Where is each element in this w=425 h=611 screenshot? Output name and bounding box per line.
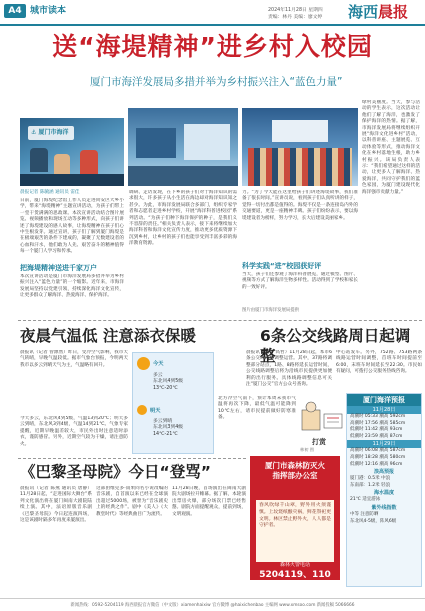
section-divider [18,320,422,321]
ad-phone-block [250,562,340,581]
lead-subhead: 厦门市海洋发展局多措并举为乡村振兴注入“蓝色力量” [90,76,343,88]
ad-title-line1: 厦门市森林防灭火 [265,461,325,470]
section-divider-2 [18,458,246,459]
tide-line: 东北风4-5级，阵风6级 [350,518,397,524]
sun-cloud-icon [137,405,147,415]
uv-subtitle: 紫外线指数 [371,504,397,511]
anchor-icon: ⚓ [31,129,37,136]
lead-body-col4: 绿村美丽度。当天，参与活动的学生表示，这次活动让他们了解了海洋，也激发了保护海洋的热情。据了解，市海洋发展局将继续组织开展“海洋文化进乡村”活动，以科普讲座、主题展览、互动体验等形式，推动海洋文化在乡村落地生根，助力乡村振兴。该局负责人表示：“我们希望通过这样的活动，让更多人了解海洋、热爱海洋，共同守护我们的蓝色家园，为厦门建设现代化海洋强市贡献力量。” [362,100,420,195]
issue-date: 2024年11月28日 星期四 [268,8,323,13]
tomorrow-condition: 多云到晴 [153,419,173,424]
sun-icon [137,357,150,370]
org-logo: ⚓ 厦门市海洋 [28,126,74,140]
lead-headline: 送“海堤精神”进乡村入校园 [52,32,373,61]
weather-headline: 夜晨气温低 注意添衣保暖 [20,327,196,345]
tide-line: 东南部：1.2米 轻浪 [350,482,391,488]
today-wind: 东北风4到5级 [153,379,184,385]
tide-line: 21℃ 适宜游泳 [350,497,381,503]
ad-phone-label: 森林火警电话 [279,562,310,568]
bus-body-2: 中心站发车。另外，752路、753路两条线路运营时间调整，首班车时间提前至6:00，末班车时间延长至22:30。市民如有疑问，可拨打公交服务热线咨询。 [336,350,422,375]
photo-caption: 图片由厦门市海洋发展局提供 [242,308,300,313]
lead-body-col3: 力。“为了今天能在这里给孩子们讲述海堤故事，我们准备了很长时间。”宣讲员说，看到孩子们认真听讲的样子，觉得一切付出都是值得的。海堤不仅是一条连接岛内外的交通要道，更是一座精神丰碑。孩子们纷纷表示，要以海堤建设者为榜样，努力学习，长大后建设美丽家乡。 [242,190,358,221]
today-temperature: 13℃-20℃ [153,385,178,391]
tide-date-1: 11月28日 [347,406,421,414]
ad-title-line2: 指挥部办公室 [272,471,318,480]
water-temp-subtitle: 海水温度 [373,490,394,497]
ocean-forecast-panel [346,393,422,587]
weather-body-2: 北方冷空气南下，预计本周末我市气温将再次下降，最低气温可能降到10℃左右，请市民提前做好防寒准备。 [218,396,296,421]
today-label: 今天 [153,361,164,367]
tide-line: 高潮时 18:28 潮高 580cm [350,454,406,460]
ad-poem-panel [256,500,334,562]
lead-body-col1: 日前，厦门海堤纪念馆工作人员走进同安区大乡小学，带来“海堤精神”主题宣讲活动，为孩子们带上一堂干货满满的思政课。本次宣讲活动结合图片展览、视频播放和现场互动等多种形式，向孩子们讲述了海堤建设的感人故事，让海堤精神在孩子们心中生根发芽。通过宣讲，孩子们了解到厦门海堤是在极端艰苦的条件下建成的，凝聚了无数建设者的心血和汗水，他们敢为人先、艰苦奋斗的精神值得每一个厦门人学习和传承。 [20,198,124,255]
lead-byline: 晨报记者 陈毓涵 通讯员 雷佳 [20,190,80,195]
lead-body-col3b: 当天，孩子们还参观了海洋科普展览，通过模型、图片、视频等方式了解海洋生物多样性。活动得到了学校和家长的一致好评。 [242,272,358,290]
musical-headline: 《巴黎圣母院》今日“登骂” [20,463,211,481]
tomorrow-label: 明天 [150,407,161,414]
musical-body-col3: 11月28日晚，首场演出在闽南大剧院大剧场拉开帷幕。据了解，本轮演出票房火爆，部分场次门票已经售罄。剧院方面提醒观众，提前到场，文明观演。 [172,486,246,517]
bus-headline: 6条公交线路周日起调整 [260,327,411,365]
bus-body: 晨报讯（记者 高哲）11月28日起，本市6条公交线路将调整运营。其中，37路将调整部分站点，1路、8路将延长运营时间，公交线路调整后将为沿线市民提供更加便利的出行服务。具体线路调整信息可关注“厦门公交”官方公众号查询。 [246,350,332,388]
newspaper-brand: 海西晨报 [348,3,409,21]
page-number: A4 [4,4,26,18]
tide-title: 厦门海洋预报 [347,394,421,406]
tide-line: 高潮时 06:08 潮高 587cm [350,448,406,454]
wave-subtitle: 浪高预报 [373,469,394,476]
tide-line: 厦门港：0.5米 中浪 [350,476,391,482]
ad-phone-number: 5204119、110 [259,570,331,580]
weather-forecast-card [132,352,214,454]
cartoon-label: 打赏 [312,438,326,446]
lead-subtitle-1: 把海堤精神送进千家万户 [20,264,97,272]
weather-body: 今天多云，东北风4到5级，气温13到20℃；明天多云到晴，东北风3到4级，气温14到21℃。气象专家提醒，近期早晚温差较大，市民外出时注意适时添衣，谨防感冒。另外，近期空气较为干燥，请注意防火。 [20,416,128,447]
lead-subtitle-2: 科学实践“进”校园获好评 [242,262,322,270]
cartoon-illustration [298,400,346,436]
tide-date-2: 11月29日 [347,440,421,448]
tide-line: 低潮时 12:16 潮高 96cm [350,461,403,467]
lead-body-col2: 调研、走访发现，在下乡的孩子们对于海洋知识的需求很大，许多孩子从小生活在海边却对海洋知识知之甚少。为此，市海洋发展局联合多部门，组织专家学者和志愿者走进乡村学校，开展“海洋科普进校园”系列活动。“为孩子们种下海洋保护的种子，是我们义不容辞的责任。”相关负责人表示，接下来将继续加大海洋科普和海洋文化宣传力度，推动更多优质资源下沉到乡村，让乡村的孩子们也能享受到丰富多彩的海洋教育资源。 [129,190,237,247]
ad-poem: 春风吹绿千山翠，野外用火须谨慎。上坟烧纸酿灾祸，鲜花祭祀更文明。林区禁止野外火，人人都是守护者。 [259,503,331,529]
weather-byline: 晨报讯（记者 曾源然）昨日，受冷空气影响，我市天气转晴，早晚气温较低。据市气象台预报，今明两天我市以多云到晴天气为主，气温略有回升。 [20,350,128,368]
musical-body-col2: 这部由维克多·雨果同名小说改编的音乐剧，自首演以来已经在全球演出超过5000场，被誉为“音乐剧史上的经典之作”。剧中《美人》《大教堂时代》等经典曲目广为流传。 [96,486,168,517]
tomorrow-temperature: 14℃-21℃ [153,431,178,437]
lead-body-col1b: 本次宣讲活动是厦门市海洋发展局多措并举为乡村振兴注入“蓝色力量”的一个缩影。近年来，市海洋发展局坚持以党建引领，持续深化海洋文化宣传，让更多群众了解海洋、热爱海洋、保护海洋。 [20,274,124,299]
tide-line: 高潮时 17:56 潮高 585cm [350,420,406,426]
tide-line: 低潮时 11:42 潮高 93cm [350,427,403,433]
lead-photo-exhibit [128,108,238,186]
section-title: 城市读本 [30,6,67,16]
tide-line: 中等 注意防晒 [350,511,379,517]
today-condition: 多云 [153,373,163,378]
header-rule [0,24,425,26]
lead-photo-students [242,108,358,186]
tide-line: 高潮时 05:33 潮高 592cm [350,414,406,419]
editor-credits: 责编：林丹 美编：廖文婷 [268,15,323,20]
cartoon-credit: 林初 图 [300,447,314,452]
tide-line: 低潮时 23:59 潮高 87cm [350,433,403,439]
tomorrow-wind: 东北风3到4级 [153,425,184,431]
page-footer: 新闻热线：0592-5204119 海西晨报官方微信（中文版）xiamenhaixiw 官方微博 @haixichenbao 主编网 www.xmsoo.com 新闻投稿 5066666 [0,598,425,611]
musical-body-col1: 晨报讯（记者 陈燕 通讯员 唐静）11月28日起，“走进国际大舞台”系列文化演出将在厦门闽南大剧院陆续上演。其中，法语原版音乐剧《巴黎圣母院》今日起连演四场，这是该剧时隔多年再度来厦演出。 [20,486,92,524]
